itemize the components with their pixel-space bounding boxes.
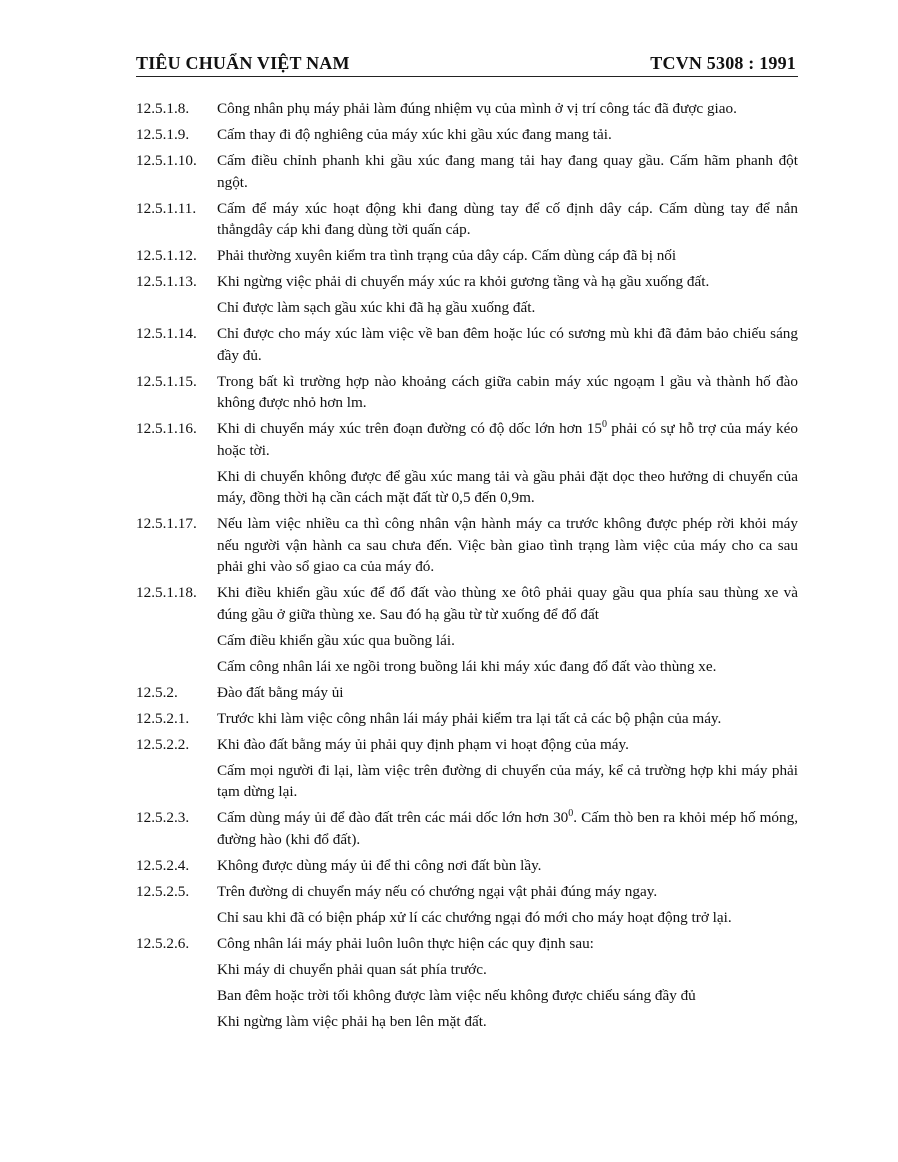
clause-item bbox=[136, 245, 798, 267]
clause-item bbox=[136, 807, 798, 850]
clause-paragraph: Trước khi làm việc công nhân lái máy phải kiểm tra lại tất cả các bộ phận của máy. bbox=[217, 709, 722, 727]
clause-item bbox=[136, 198, 798, 241]
clause-item bbox=[136, 150, 798, 193]
clause-paragraph: Khi máy di chuyển phải quan sát phía trước. bbox=[217, 960, 487, 978]
clause-text bbox=[217, 323, 798, 366]
clause-paragraph: Trên đường di chuyển máy nếu có chướng ngại vật phải đúng máy ngay. bbox=[217, 882, 658, 900]
clause-number: 12.5.1.8. bbox=[136, 100, 190, 117]
clause-item bbox=[136, 582, 798, 677]
clause-number: 12.5.1.14. bbox=[136, 325, 197, 342]
clause-number: 12.5.1.10. bbox=[136, 152, 197, 169]
clause-text bbox=[217, 513, 798, 578]
clause-paragraph: Công nhân phụ máy phải làm đúng nhiệm vụ của mình ở vị trí công tác đã được giao. bbox=[217, 100, 737, 117]
clause-paragraph: Chỉ được làm sạch gầu xúc khi đã hạ gầu xuống đất. bbox=[217, 299, 536, 316]
clause-paragraph: Phải thường xuyên kiểm tra tình trạng của dây cáp. Cấm dùng cáp đã bị nối bbox=[217, 247, 677, 264]
clause-paragraph: Khi điều khiển gầu xúc để đổ đất vào thùng xe ôtô phải quay gầu qua phía sau thùng xe và đúng gầu ở giữa thùng xe. Sau đó hạ gầu từ từ xuống để đổ đất bbox=[217, 584, 798, 623]
clause-number: 12.5.1.17. bbox=[136, 515, 197, 532]
standard-number: TCVN 5308 : 1991 bbox=[650, 53, 796, 73]
clause-item bbox=[136, 418, 798, 509]
clause-paragraph: Khi ngừng làm việc phải hạ ben lên mặt đất. bbox=[217, 1012, 487, 1030]
clause-paragraph: Khi đào đất bằng máy ủi phải quy định phạm vi hoạt động của máy. bbox=[217, 735, 629, 753]
clause-paragraph: Công nhân lái máy phải luôn luôn thực hiện các quy định sau: bbox=[217, 934, 594, 952]
clause-text bbox=[217, 708, 798, 730]
clause-text bbox=[217, 198, 798, 241]
clause-item bbox=[136, 933, 798, 1033]
clause-paragraph: Nếu làm việc nhiều ca thì công nhân vận hành máy ca trước không được phép rời khỏi máy nếu người vận hành ca sau chưa đến. Việc bàn giao tình trạng làm việc của máy cho ca sau phải ghi vào sổ giao ca của máy đó. bbox=[217, 515, 798, 575]
clause-text bbox=[217, 371, 798, 414]
clause-number: 12.5.1.18. bbox=[136, 584, 197, 601]
clause-text bbox=[217, 418, 798, 509]
clause-text bbox=[217, 933, 798, 1033]
clause-item bbox=[136, 98, 798, 120]
clause-item bbox=[136, 708, 798, 730]
clause-paragraph: Cấm mọi người đi lại, làm việc trên đường di chuyển của máy, kể cả trường hợp khi máy phải tạm dừng lại. bbox=[217, 761, 798, 800]
clause-paragraph: Chỉ sau khi đã có biện pháp xử lí các chướng ngại đó mới cho máy hoạt động trở lại. bbox=[217, 908, 732, 926]
clause-number: 12.5.1.15. bbox=[136, 372, 197, 390]
clause-text bbox=[217, 271, 798, 319]
clause-paragraph: Cấm dùng máy ủi để đào đất trên các mái dốc lớn hơn $30^0$. Cấm thò ben ra khỏi mép hố móng, đường hào (khi đổ đất). bbox=[217, 807, 798, 848]
clause-text bbox=[217, 245, 798, 267]
clause-item bbox=[136, 855, 798, 877]
page-header bbox=[136, 46, 796, 74]
clause-item bbox=[136, 682, 798, 704]
clause-paragraph: Cấm thay đi độ nghiêng của máy xúc khi gầu xúc đang mang tải. bbox=[217, 126, 612, 143]
clause-item bbox=[136, 734, 798, 803]
clause-number: 12.5.2.5. bbox=[136, 882, 190, 900]
clause-paragraph: Cấm điều chỉnh phanh khi gầu xúc đang mang tải hay đang quay gầu. Cấm hãm phanh đột ngột. bbox=[217, 152, 798, 191]
clause-number: 12.5.2.2. bbox=[136, 735, 190, 753]
clause-item bbox=[136, 124, 798, 146]
clause-number: 12.5.2.1. bbox=[136, 709, 190, 727]
clause-item bbox=[136, 513, 798, 578]
clause-text bbox=[217, 855, 798, 877]
clause-paragraph: Cấm công nhân lái xe ngồi trong buồng lái khi máy xúc đang đổ đất vào thùng xe. bbox=[217, 657, 717, 675]
document-body bbox=[136, 98, 798, 1037]
clause-paragraph: Cấm điều khiển gầu xúc qua buồng lái. bbox=[217, 631, 455, 649]
clause-paragraph: Cấm để máy xúc hoạt động khi đang dùng tay để cố định dây cáp. Cấm dùng tay để nắn thẳngdây cáp khi đang dùng tời quấn cáp. bbox=[217, 199, 798, 238]
clause-item bbox=[136, 323, 798, 366]
clause-text bbox=[217, 98, 798, 120]
clause-number: 12.5.1.12. bbox=[136, 247, 197, 264]
clause-paragraph: Trong bất kì trường hợp nào khoảng cách giữa cabin máy xúc ngoạm l gầu và thành hố đào không được nhỏ hơn lm. bbox=[217, 372, 798, 411]
clause-text bbox=[217, 124, 798, 146]
clause-number: 12.5.2. bbox=[136, 683, 178, 701]
clause-number: 12.5.2.6. bbox=[136, 934, 190, 952]
clause-item bbox=[136, 881, 798, 929]
header-title: TIÊU CHUẨN VIỆT NAM bbox=[136, 53, 350, 73]
clause-text bbox=[217, 582, 798, 677]
clause-number: 12.5.1.9. bbox=[136, 126, 190, 143]
clause-text bbox=[217, 734, 798, 803]
clause-number: 12.5.2.3. bbox=[136, 809, 190, 826]
clause-text bbox=[217, 881, 798, 929]
clause-paragraph: Khi ngừng việc phải di chuyển máy xúc ra khỏi gương tầng và hạ gầu xuống đất. bbox=[217, 273, 710, 290]
clause-text bbox=[217, 150, 798, 193]
clause-number: 12.5.1.13. bbox=[136, 273, 197, 290]
clause-item bbox=[136, 371, 798, 414]
clause-text bbox=[217, 807, 798, 850]
header-divider bbox=[136, 76, 798, 77]
clause-item bbox=[136, 271, 798, 319]
clause-paragraph: Khi di chuyển máy xúc trên đoạn đường có độ dốc lớn hơn $15^0$ phải có sự hỗ trợ của máy kéo hoặc tời. bbox=[217, 418, 798, 459]
clause-paragraph: Đào đất bằng máy ủi bbox=[217, 683, 344, 701]
clause-text bbox=[217, 682, 798, 704]
clause-paragraph: Khi di chuyển không được để gầu xúc mang tải và gầu phải đặt dọc theo hưởng di chuyển của máy, đồng thời hạ cần cách mặt đất từ 0,5 đến 0,9m. bbox=[217, 467, 798, 506]
clause-paragraph: Không được dùng máy ủi để thi công nơi đất bùn lầy. bbox=[217, 856, 542, 874]
clause-paragraph: Ban đêm hoặc trời tối không được làm việc nếu không được chiếu sáng đầy đủ bbox=[217, 986, 696, 1004]
clause-number: 12.5.1.11. bbox=[136, 199, 197, 217]
clause-number: 12.5.1.16. bbox=[136, 420, 197, 437]
clause-number: 12.5.2.4. bbox=[136, 856, 190, 874]
clause-paragraph: Chỉ được cho máy xúc làm việc về ban đêm hoặc lúc có sương mù khi đã đảm bảo chiếu sáng đầy đủ. bbox=[217, 325, 798, 364]
